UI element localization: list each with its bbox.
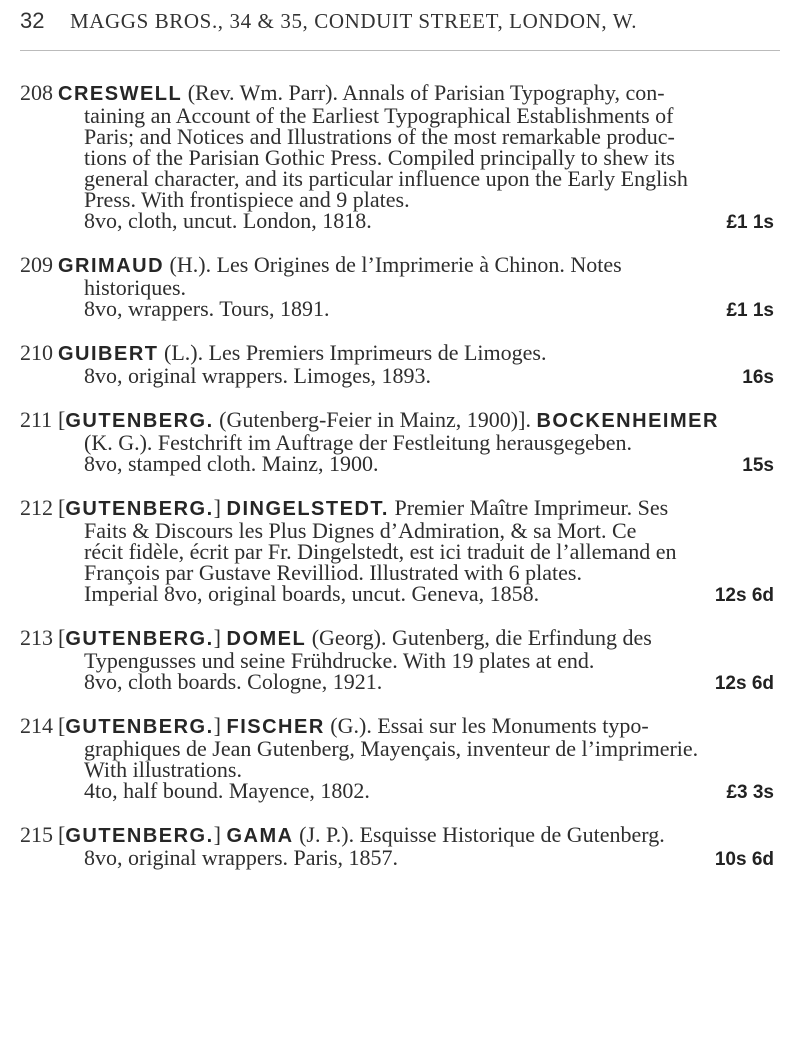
header-rule — [20, 50, 780, 51]
entry-heading-line: [GUTENBERG. (Gutenberg-Feier in Mainz, 1900)]. BOCKENHEIMER — [58, 407, 719, 432]
imprint: 8vo, cloth, uncut. London, 1818. — [84, 208, 372, 233]
catalogue-entry — [0, 497, 800, 606]
price: £1 1s — [726, 300, 774, 321]
price: 12s 6d — [714, 585, 774, 606]
lot-number: 213 — [20, 625, 53, 650]
entry-text-line: Faits & Discours les Plus Dignes d’Admiration, & sa Mort. Ce — [84, 518, 637, 543]
author-name: GRIMAUD — [58, 255, 165, 277]
imprint-row — [58, 210, 776, 233]
entry-heading-line: CRESWELL (Rev. Wm. Parr). Annals of Parisian Typography, con- — [58, 80, 665, 105]
entry-text-line: François par Gustave Revilliod. Illustrated with 6 plates. — [84, 560, 582, 585]
entry-text — [58, 715, 776, 803]
author-name-secondary: FISCHER — [226, 716, 325, 738]
entry-text-line: historiques. — [84, 275, 187, 300]
lot-number: 214 — [20, 713, 53, 738]
imprint: Imperial 8vo, original boards, uncut. Geneva, 1858. — [84, 581, 540, 606]
imprint-row — [58, 671, 776, 694]
entry-text-line: Typengusses und seine Frühdrucke. With 19 plates at end. — [84, 648, 595, 673]
entry-text-line: With illustrations. — [84, 757, 242, 782]
lot-number: 212 — [20, 495, 53, 520]
lot-number: 209 — [20, 252, 53, 277]
price: £3 3s — [726, 782, 774, 803]
lot-number: 210 — [20, 340, 53, 365]
catalogue-entry — [0, 82, 800, 233]
author-name: GUTENBERG. — [65, 628, 214, 650]
author-name-secondary: BOCKENHEIMER — [536, 410, 719, 432]
author-name: GUTENBERG. — [65, 825, 214, 847]
entry-text-line: Press. With frontispiece and 9 plates. — [84, 187, 410, 212]
entry-text-line: tions of the Parisian Gothic Press. Compiled principally to shew its — [84, 145, 675, 170]
catalogue-entry — [0, 342, 800, 388]
entry-text — [58, 497, 776, 606]
publisher-heading: MAGGS BROS., 34 & 35, CONDUIT STREET, LONDON, W. — [70, 9, 638, 33]
entry-heading-line: [GUTENBERG.] DOMEL (Georg). Gutenberg, die Erfindung des — [58, 625, 652, 650]
price: 10s 6d — [714, 849, 774, 870]
imprint: 8vo, original wrappers. Limoges, 1893. — [84, 363, 432, 388]
catalogue-entries — [0, 82, 800, 891]
author-name: GUIBERT — [58, 343, 159, 365]
entry-text-line: Paris; and Notices and Illustrations of the most remarkable produc- — [84, 124, 675, 149]
author-name: GUTENBERG. — [65, 498, 214, 520]
author-name: GUTENBERG. — [65, 410, 214, 432]
catalogue-entry — [0, 627, 800, 694]
author-name: CRESWELL — [58, 83, 183, 105]
imprint: 8vo, wrappers. Tours, 1891. — [84, 296, 330, 321]
entry-text — [58, 824, 776, 870]
imprint-row — [58, 298, 776, 321]
author-name-secondary: GAMA — [226, 825, 294, 847]
price: 15s — [742, 455, 774, 476]
price: 12s 6d — [714, 673, 774, 694]
entry-text-line: general character, and its particular influence upon the Early English — [84, 166, 688, 191]
entry-text — [58, 82, 776, 233]
entry-text-line: graphiques de Jean Gutenberg, Mayençais, inventeur de l’imprimerie. — [84, 736, 699, 761]
imprint: 4to, half bound. Mayence, 1802. — [84, 778, 370, 803]
lot-number: 208 — [20, 80, 53, 105]
entry-heading-line: [GUTENBERG.] GAMA (J. P.). Esquisse Historique de Gutenberg. — [58, 822, 665, 847]
lot-number: 215 — [20, 822, 53, 847]
author-name-secondary: DINGELSTEDT. — [226, 498, 389, 520]
imprint: 8vo, stamped cloth. Mainz, 1900. — [84, 451, 379, 476]
catalogue-entry — [0, 715, 800, 803]
imprint-row — [58, 365, 776, 388]
imprint-row — [58, 583, 776, 606]
entry-text — [58, 627, 776, 694]
entry-text-line: taining an Account of the Earliest Typographical Establishments of — [84, 103, 674, 128]
entry-heading-line: GUIBERT (L.). Les Premiers Imprimeurs de Limoges. — [58, 340, 547, 365]
catalogue-entry — [0, 254, 800, 321]
author-name: GUTENBERG. — [65, 716, 214, 738]
entry-heading-line: [GUTENBERG.] DINGELSTEDT. Premier Maître Imprimeur. Ses — [58, 495, 669, 520]
entry-heading-line: [GUTENBERG.] FISCHER (G.). Essai sur les Monuments typo- — [58, 713, 649, 738]
catalogue-entry — [0, 824, 800, 870]
lot-number: 211 — [20, 407, 53, 432]
imprint: 8vo, original wrappers. Paris, 1857. — [84, 845, 399, 870]
imprint-row — [58, 780, 776, 803]
author-name-secondary: DOMEL — [226, 628, 307, 650]
entry-text — [58, 254, 776, 321]
price: 16s — [742, 367, 774, 388]
imprint-row — [58, 847, 776, 870]
price: £1 1s — [726, 212, 774, 233]
entry-text-line: récit fidèle, écrit par Fr. Dingelstedt, est ici traduit de l’allemand en — [84, 539, 677, 564]
imprint: 8vo, cloth boards. Cologne, 1921. — [84, 669, 383, 694]
catalogue-entry — [0, 409, 800, 476]
entry-heading-line: GRIMAUD (H.). Les Origines de l’Imprimerie à Chinon. Notes — [58, 252, 622, 277]
entry-text-line: (K. G.). Festchrift im Auftrage der Festleitung herausgegeben. — [84, 430, 633, 455]
page-number: 32 — [20, 8, 45, 33]
imprint-row — [58, 453, 776, 476]
running-head — [20, 8, 780, 38]
entry-text — [58, 409, 776, 476]
entry-text — [58, 342, 776, 388]
